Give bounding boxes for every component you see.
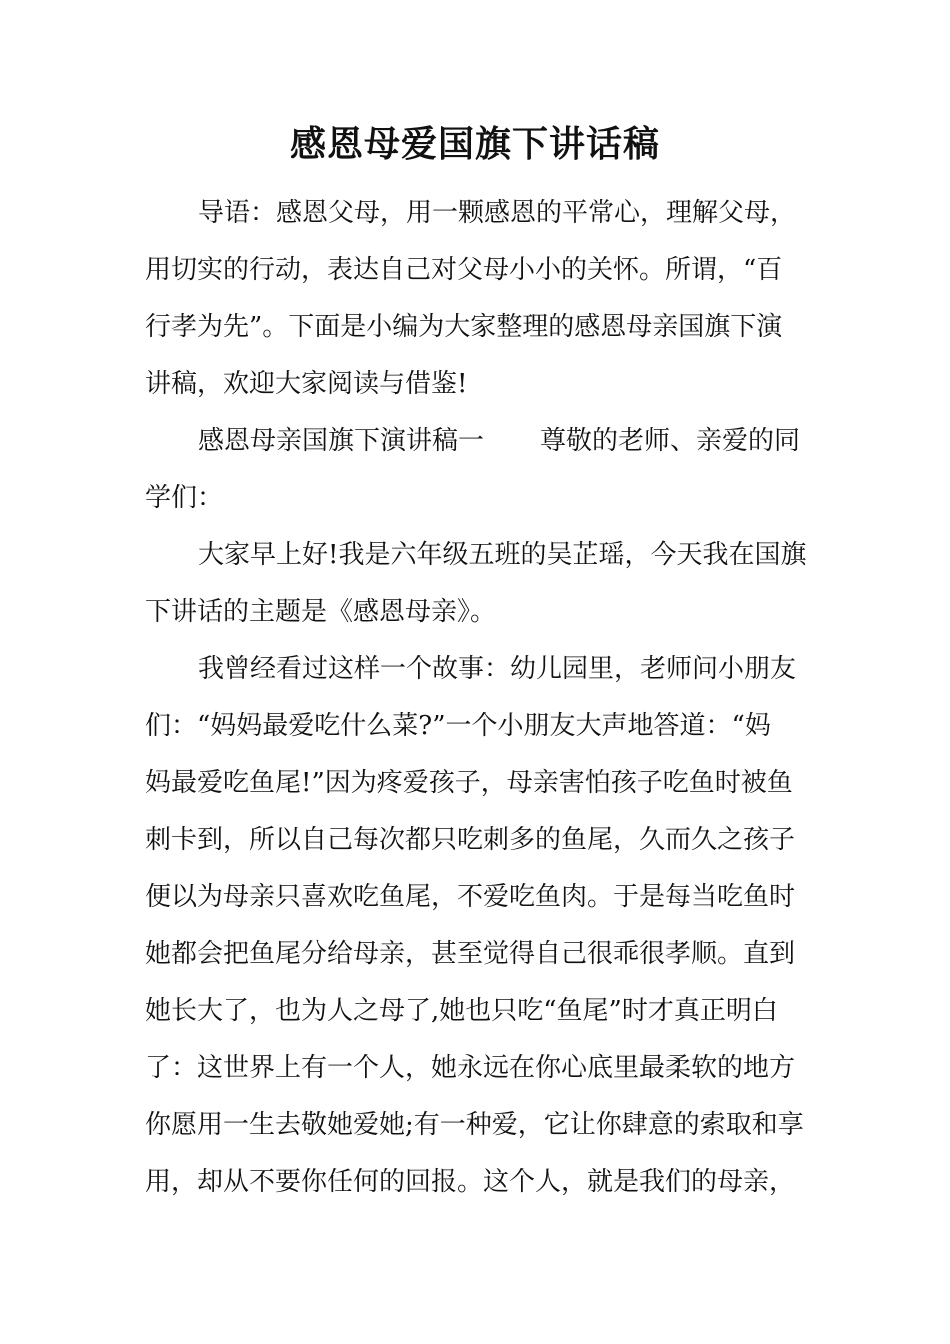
- text-line: 大家早上好!我是六年级五班的吴芷瑶，今天我在国旗: [198, 540, 807, 570]
- speech-heading: 感恩母亲国旗下演讲稿一: [198, 426, 485, 456]
- text-line: 她长大了，也为人之母了,她也只吃“鱼尾”时才真正明白: [145, 996, 778, 1026]
- text-line: 便以为母亲只喜欢吃鱼尾，不爱吃鱼肉。于是每当吃鱼时: [145, 882, 796, 912]
- text-line: 下讲话的主题是《感恩母亲》。: [145, 597, 497, 627]
- text-line: 你愿用一生去敬她爱她;有一种爱，它让你肆意的索取和享: [145, 1110, 804, 1140]
- salutation: 尊敬的老师、亲爱的同: [540, 426, 801, 456]
- text-line: 用，却从不要你任何的回报。这个人，就是我们的母亲，: [145, 1167, 796, 1197]
- text-line: 刺卡到，所以自己每次都只吃刺多的鱼尾，久而久之孩子: [145, 825, 796, 855]
- text-line: [198, 421, 800, 461]
- page-title: 感恩母爱国旗下讲话稿: [289, 123, 660, 165]
- text-line: 妈最爱吃鱼尾!”因为疼爱孩子，母亲害怕孩子吃鱼时被鱼: [145, 768, 793, 798]
- text-line: 我曾经看过这样一个故事：幼儿园里，老师问小朋友: [198, 654, 797, 684]
- text-line: 导语：感恩父母，用一颗感恩的平常心，理解父母，: [198, 198, 797, 228]
- text-line: 讲稿，欢迎大家阅读与借鉴!: [145, 369, 468, 399]
- text-line: 她都会把鱼尾分给母亲，甚至觉得自己很乖很孝顺。直到: [145, 939, 796, 969]
- text-line: 学们：: [145, 483, 224, 513]
- text-line: 用切实的行动，表达自己对父母小小的关怀。所谓，“百: [145, 255, 783, 285]
- text-line: 了：这世界上有一个人，她永远在你心底里最柔软的地方: [145, 1053, 796, 1083]
- text-line: 行孝为先”。下面是小编为大家整理的感恩母亲国旗下演: [145, 312, 783, 342]
- text-line: 们：“妈妈最爱吃什么菜?”一个小朋友大声地答道：“妈: [145, 711, 771, 741]
